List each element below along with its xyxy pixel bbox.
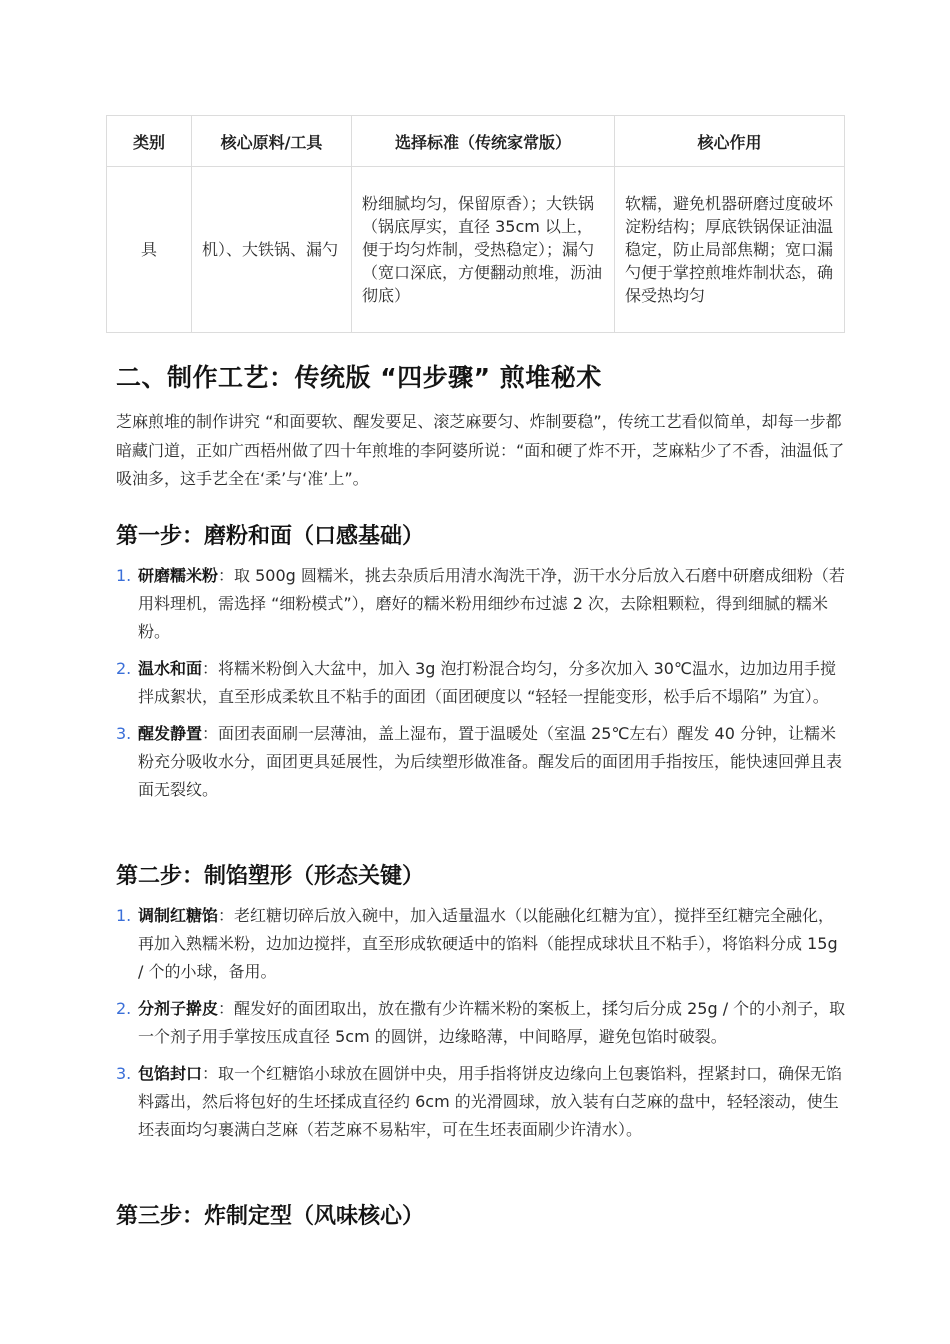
- list-item: [116, 902, 846, 986]
- section-intro: 芝麻煎堆的制作讲究 “和面要软、醒发要足、滚芝麻要匀、炸制要稳”，传统工艺看似简单，却每一步都暗藏门道，正如广西梧州做了四十年煎堆的李阿婆所说：“面和硬了炸不开，芝麻粘少了不香，油温低了吸油多，这手艺全在‘柔’与‘准’上”。: [116, 412, 845, 488]
- list-item-label: 分剂子擀皮: [138, 999, 219, 1018]
- step2-list: [116, 902, 846, 1153]
- list-number: 2.: [116, 999, 132, 1018]
- list-item: [116, 995, 846, 1051]
- table-header-standard: 选择标准（传统家常版）: [352, 116, 615, 167]
- table-cell-standard: 粉细腻均匀，保留原香）；大铁锅（锅底厚实，直径 35cm 以上，便于均匀炸制，受热稳定）；漏勺（宽口深底，方便翻动煎堆，沥油彻底）: [352, 167, 615, 333]
- list-number: 1.: [116, 906, 132, 925]
- table-header-row: [107, 116, 845, 167]
- list-item-label: 研磨糯米粉: [138, 566, 219, 585]
- table-cell-role: 软糯，避免机器研磨过度破坏淀粉结构；厚底铁锅保证油温稳定，防止局部焦糊；宽口漏勺便于掌控煎堆炸制状态，确保受热均匀: [615, 167, 845, 333]
- list-item-label: 醒发静置: [138, 724, 203, 743]
- table-header-material: 核心原料/工具: [192, 116, 352, 167]
- table-header-role: 核心作用: [615, 116, 845, 167]
- list-item: [116, 1060, 846, 1144]
- list-number: 3.: [116, 1064, 132, 1083]
- list-item-label: 温水和面: [138, 659, 203, 678]
- table-header-category: 类别: [107, 116, 192, 167]
- table-cell-category: 具: [107, 167, 192, 333]
- list-item-label: 调制红糖馅: [138, 906, 219, 925]
- table-row: [107, 167, 845, 333]
- list-item-label: 包馅封口: [138, 1064, 203, 1083]
- step1-list: [116, 562, 846, 813]
- list-number: 3.: [116, 724, 132, 743]
- list-item-text: ：醒发好的面团取出，放在撒有少许糯米粉的案板上，揉匀后分成 25g / 个的小剂子，取一个剂子用手掌按压成直径 5cm 的圆饼，边缘略薄，中间略厚，避免包馅时破裂。: [138, 999, 846, 1046]
- list-item: [116, 655, 846, 711]
- list-item-text: ：取 500g 圆糯米，挑去杂质后用清水淘洗干净，沥干水分后放入石磨中研磨成细粉（若用料理机，需选择 “细粉模式”），磨好的糯米粉用细纱布过滤 2 次，去除粗颗粒，得到细腻的糯米粉。: [138, 566, 845, 641]
- step1-heading: 第一步：磨粉和面（口感基础）: [116, 524, 425, 549]
- step2-heading: 第二步：制馅塑形（形态关键）: [116, 864, 425, 889]
- list-item-text: ：取一个红糖馅小球放在圆饼中央，用手指将饼皮边缘向上包裹馅料，捏紧封口，确保无馅料露出，然后将包好的生坯揉成直径约 6cm 的光滑圆球，放入装有白芝麻的盘中，轻轻滚动，使生坯表面均匀裹满白芝麻（若芝麻不易粘牢，可在生坯表面刷少许清水）。: [138, 1064, 843, 1139]
- list-item-text: ：老红糖切碎后放入碗中，加入适量温水（以能融化红糖为宜），搅拌至红糖完全融化，再加入熟糯米粉，边加边搅拌，直至形成软硬适中的馅料（能捏成球状且不粘手），将馅料分成 15g / 个的小球，备用。: [138, 906, 838, 981]
- table-cell-material: 机）、大铁锅、漏勺: [192, 167, 352, 333]
- ingredient-table: [106, 115, 845, 333]
- section-heading: 二、制作工艺：传统版 “四步骤” 煎堆秘术: [116, 363, 602, 392]
- list-item-text: ：将糯米粉倒入大盆中，加入 3g 泡打粉混合均匀，分多次加入 30℃温水，边加边用手搅拌成絮状，直至形成柔软且不粘手的面团（面团硬度以 “轻轻一捏能变形，松手后不塌陷” 为宜）。: [138, 659, 836, 706]
- list-item: [116, 720, 846, 804]
- list-number: 2.: [116, 659, 132, 678]
- list-item: [116, 562, 846, 646]
- list-item-text: ：面团表面刷一层薄油，盖上湿布，置于温暖处（室温 25℃左右）醒发 40 分钟，让糯米粉充分吸收水分，面团更具延展性，为后续塑形做准备。醒发后的面团用手指按压，能快速回弹且表面无裂纹。: [138, 724, 843, 799]
- list-number: 1.: [116, 566, 132, 585]
- step3-heading: 第三步：炸制定型（风味核心）: [116, 1204, 425, 1229]
